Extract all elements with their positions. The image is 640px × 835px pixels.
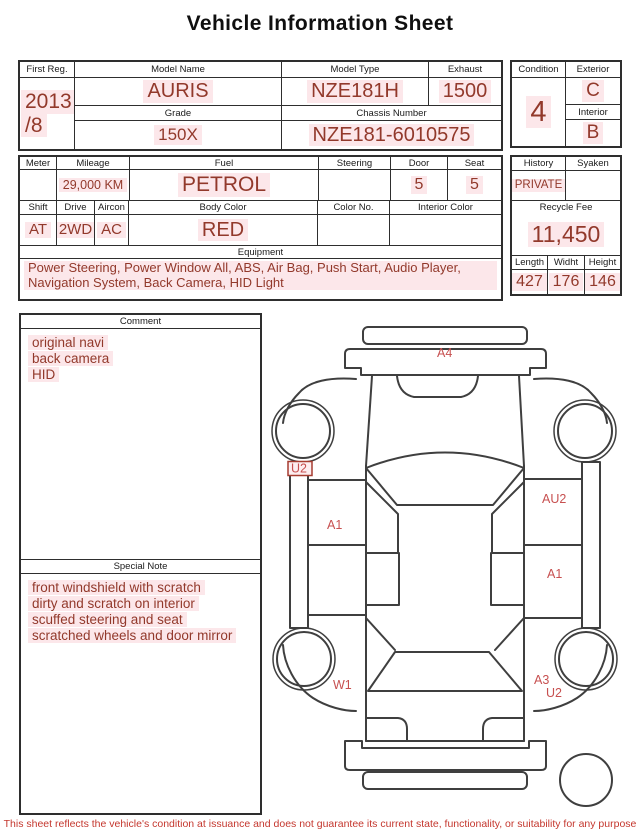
steering-label: Steering <box>319 157 391 170</box>
first-reg-value <box>20 78 75 149</box>
width-value: 176 <box>548 270 585 294</box>
shift-label: Shift <box>20 201 57 215</box>
cowl-outline <box>397 376 478 397</box>
model-type-label: Model Type <box>282 62 429 78</box>
trunk-detail-right <box>483 718 523 741</box>
model-name-value: AURIS <box>75 78 282 106</box>
damage-marker-a4: A4 <box>437 346 453 360</box>
comment-line: back camera <box>28 351 113 366</box>
height-label: Height <box>585 256 620 270</box>
body-color-label: Body Color <box>129 201 318 215</box>
mileage-label: Mileage <box>57 157 130 170</box>
damage-marker-a3-rear-right: A3 <box>534 673 550 687</box>
door-lines-left <box>308 480 366 615</box>
chassis-number-label: Chassis Number <box>282 106 501 121</box>
body-color-value: RED <box>129 215 318 245</box>
color-no-value <box>318 215 390 245</box>
b-pillar-left <box>366 482 398 553</box>
seat-label: Seat <box>448 157 501 170</box>
equipment-value: Power Steering, Power Window All, ABS, Air Bag, Push Start, Audio Player, Navigation System, Back Camera, HID Light <box>20 259 501 299</box>
damage-marker-a1-left-door: A1 <box>327 518 343 532</box>
equipment-label: Equipment <box>20 246 501 259</box>
meter-label: Meter <box>20 157 57 170</box>
recycle-fee-value: 11,450 <box>512 214 620 255</box>
interior-value: B <box>566 120 620 146</box>
chassis-number-value: NZE181-6010575 <box>282 121 501 149</box>
syaken-label: Syaken <box>566 157 620 171</box>
first-reg-label: First Reg. <box>20 62 75 78</box>
wheel-rear-right-ring <box>555 628 617 690</box>
notes-box <box>19 313 262 815</box>
front-bar-outline <box>363 327 527 344</box>
exterior-value: C <box>566 78 620 105</box>
recycle-fee-label: Recycle Fee <box>539 202 593 213</box>
trunk-detail-left <box>367 718 407 741</box>
special-note-line: dirty and scratch on interior <box>28 596 199 611</box>
meter-value <box>20 170 57 200</box>
exhaust-label: Exhaust <box>429 62 501 78</box>
sill-left <box>290 462 308 628</box>
aircon-value: AC <box>95 215 129 245</box>
special-note-line: scuffed steering and seat <box>28 612 187 627</box>
drive-label: Drive <box>57 201 95 215</box>
comment-line: HID <box>28 367 59 382</box>
disclaimer-text: This sheet reflects the vehicle's condition at issuance and does not guarantee its current state, functionality, or suitability for any purpose <box>3 818 637 830</box>
steering-value <box>319 170 391 200</box>
door-label: Door <box>391 157 448 170</box>
b-pillar-right <box>492 482 524 553</box>
first-reg-year: 2013 <box>21 90 75 114</box>
color-no-label: Color No. <box>318 201 390 215</box>
damage-marker-u2-rear-right: U2 <box>546 686 562 700</box>
grade-value: 150X <box>75 121 282 149</box>
spare-tire <box>560 754 612 806</box>
special-note-body <box>21 574 260 813</box>
wheel-front-right <box>558 404 612 458</box>
model-type-value: NZE181H <box>282 78 429 106</box>
a-pillar-right <box>519 376 524 466</box>
special-note-line: front windshield with scratch <box>28 580 205 595</box>
page-title: Vehicle Information Sheet <box>186 12 454 35</box>
damage-marker-a1-right-rear: A1 <box>547 567 563 581</box>
wheel-front-left-ring <box>272 400 334 462</box>
height-value: 146 <box>585 270 620 294</box>
rear-bumper-outline <box>345 741 546 770</box>
length-value: 427 <box>512 270 548 294</box>
grade-label: Grade <box>75 106 282 121</box>
shift-value: AT <box>20 215 57 245</box>
rear-window-outline <box>368 652 522 691</box>
rear-bar-outline <box>363 772 527 789</box>
history-table <box>510 155 622 296</box>
first-reg-month: /8 <box>21 114 47 138</box>
special-note-line: scratched wheels and door mirror <box>28 628 236 643</box>
windshield-outline <box>366 453 524 506</box>
interior-color-label: Interior Color <box>390 201 501 215</box>
roof-inset-right <box>491 553 524 605</box>
wheel-front-right-ring <box>554 400 616 462</box>
comment-line: original navi <box>28 335 108 350</box>
model-name-label: Model Name <box>75 62 282 78</box>
aircon-label: Aircon <box>95 201 129 215</box>
damage-marker-w1-rear-left: W1 <box>333 678 352 692</box>
condition-label: Condition <box>512 62 566 78</box>
sill-right <box>582 462 600 628</box>
length-label: Length <box>512 256 548 270</box>
a-pillar-left <box>366 376 372 466</box>
wheel-front-left <box>276 404 330 458</box>
exhaust-value: 1500 <box>429 78 501 106</box>
special-note-label: Special Note <box>21 559 260 574</box>
specs-table <box>18 155 503 301</box>
condition-table <box>510 60 622 148</box>
mileage-value: 29,000 KM <box>57 170 130 200</box>
exterior-label: Exterior <box>566 62 620 78</box>
vehicle-identity-table <box>18 60 503 151</box>
condition-value: 4 <box>512 78 566 146</box>
c-pillar-right <box>495 618 524 650</box>
damage-marker-au2-right: AU2 <box>542 492 567 506</box>
syaken-value <box>566 171 620 200</box>
comment-label: Comment <box>21 315 260 329</box>
fuel-value: PETROL <box>130 170 319 200</box>
history-label: History <box>512 157 566 171</box>
seat-value: 5 <box>448 170 501 200</box>
history-value: PRIVATE <box>512 171 566 200</box>
interior-color-value <box>390 215 501 245</box>
width-label: Widht <box>548 256 585 270</box>
fender-front-right <box>534 379 607 423</box>
comment-body <box>21 329 260 559</box>
wheel-rear-left-ring <box>273 628 335 690</box>
damage-marker-u2-front-left: U2 <box>291 461 307 476</box>
car-damage-diagram <box>265 313 635 815</box>
door-value: 5 <box>391 170 448 200</box>
interior-label: Interior <box>566 105 620 120</box>
drive-value: 2WD <box>57 215 95 245</box>
c-pillar-left <box>366 618 395 650</box>
roof-inset-left <box>366 553 399 605</box>
fuel-label: Fuel <box>130 157 319 170</box>
